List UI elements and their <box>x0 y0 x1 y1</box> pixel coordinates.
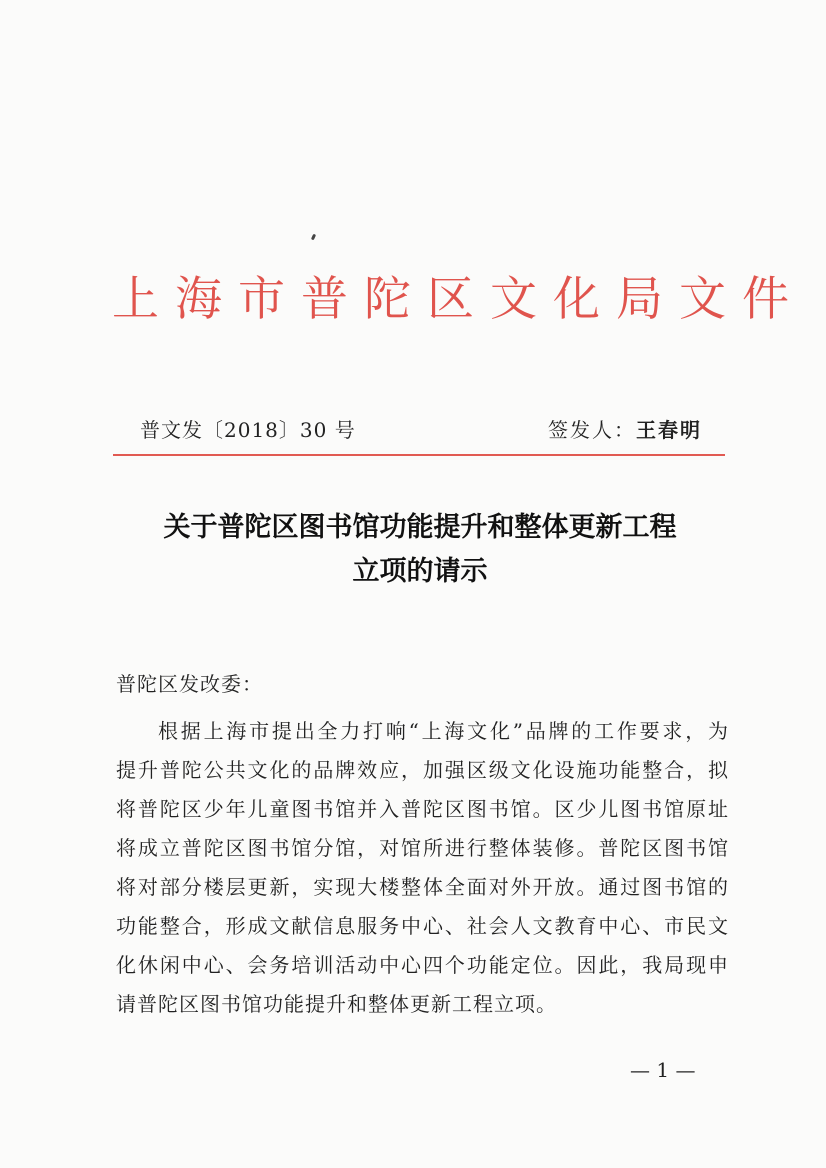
issuer-name: 王春明 <box>636 418 702 442</box>
document-number: 普文发〔2018〕30 号 <box>140 418 356 442</box>
red-separator-line <box>113 454 725 456</box>
subject-title-line-2: 立项的请示 <box>352 556 488 587</box>
subject-title-line-1: 关于普陀区图书馆功能提升和整体更新工程 <box>163 512 677 543</box>
body-line: 将对部分楼层更新，实现大楼整体全面对外开放。通过图书馆的 <box>116 875 728 899</box>
page-number: — 1 — <box>630 1058 696 1082</box>
body-line: 功能整合，形成文献信息服务中心、社会人文教育中心、市民文 <box>116 914 728 938</box>
scan-speck <box>311 234 316 241</box>
body-line: 请普陀区图书馆功能提升和整体更新工程立项。 <box>116 992 557 1016</box>
body-line: 将普陀区少年儿童图书馆并入普陀区图书馆。区少儿图书馆原址 <box>116 797 728 821</box>
body-line: 化休闲中心、会务培训活动中心四个功能定位。因此，我局现申 <box>116 953 728 977</box>
issuer-label: 签发人： <box>548 418 636 442</box>
body-line: 将成立普陀区图书馆分馆，对馆所进行整体装修。普陀区图书馆 <box>116 836 728 860</box>
body-paragraph <box>116 712 728 1024</box>
subject-title <box>100 506 740 594</box>
salutation: 普陀区发改委： <box>116 672 263 696</box>
org-header-title: 上海市普陀区文化局文件 <box>112 272 805 327</box>
body-line: 根据上海市提出全力打响“上海文化”品牌的工作要求，为 <box>158 719 728 743</box>
body-line: 提升普陀公共文化的品牌效应，加强区级文化设施功能整合，拟 <box>116 758 728 782</box>
issuer-block <box>548 414 702 443</box>
